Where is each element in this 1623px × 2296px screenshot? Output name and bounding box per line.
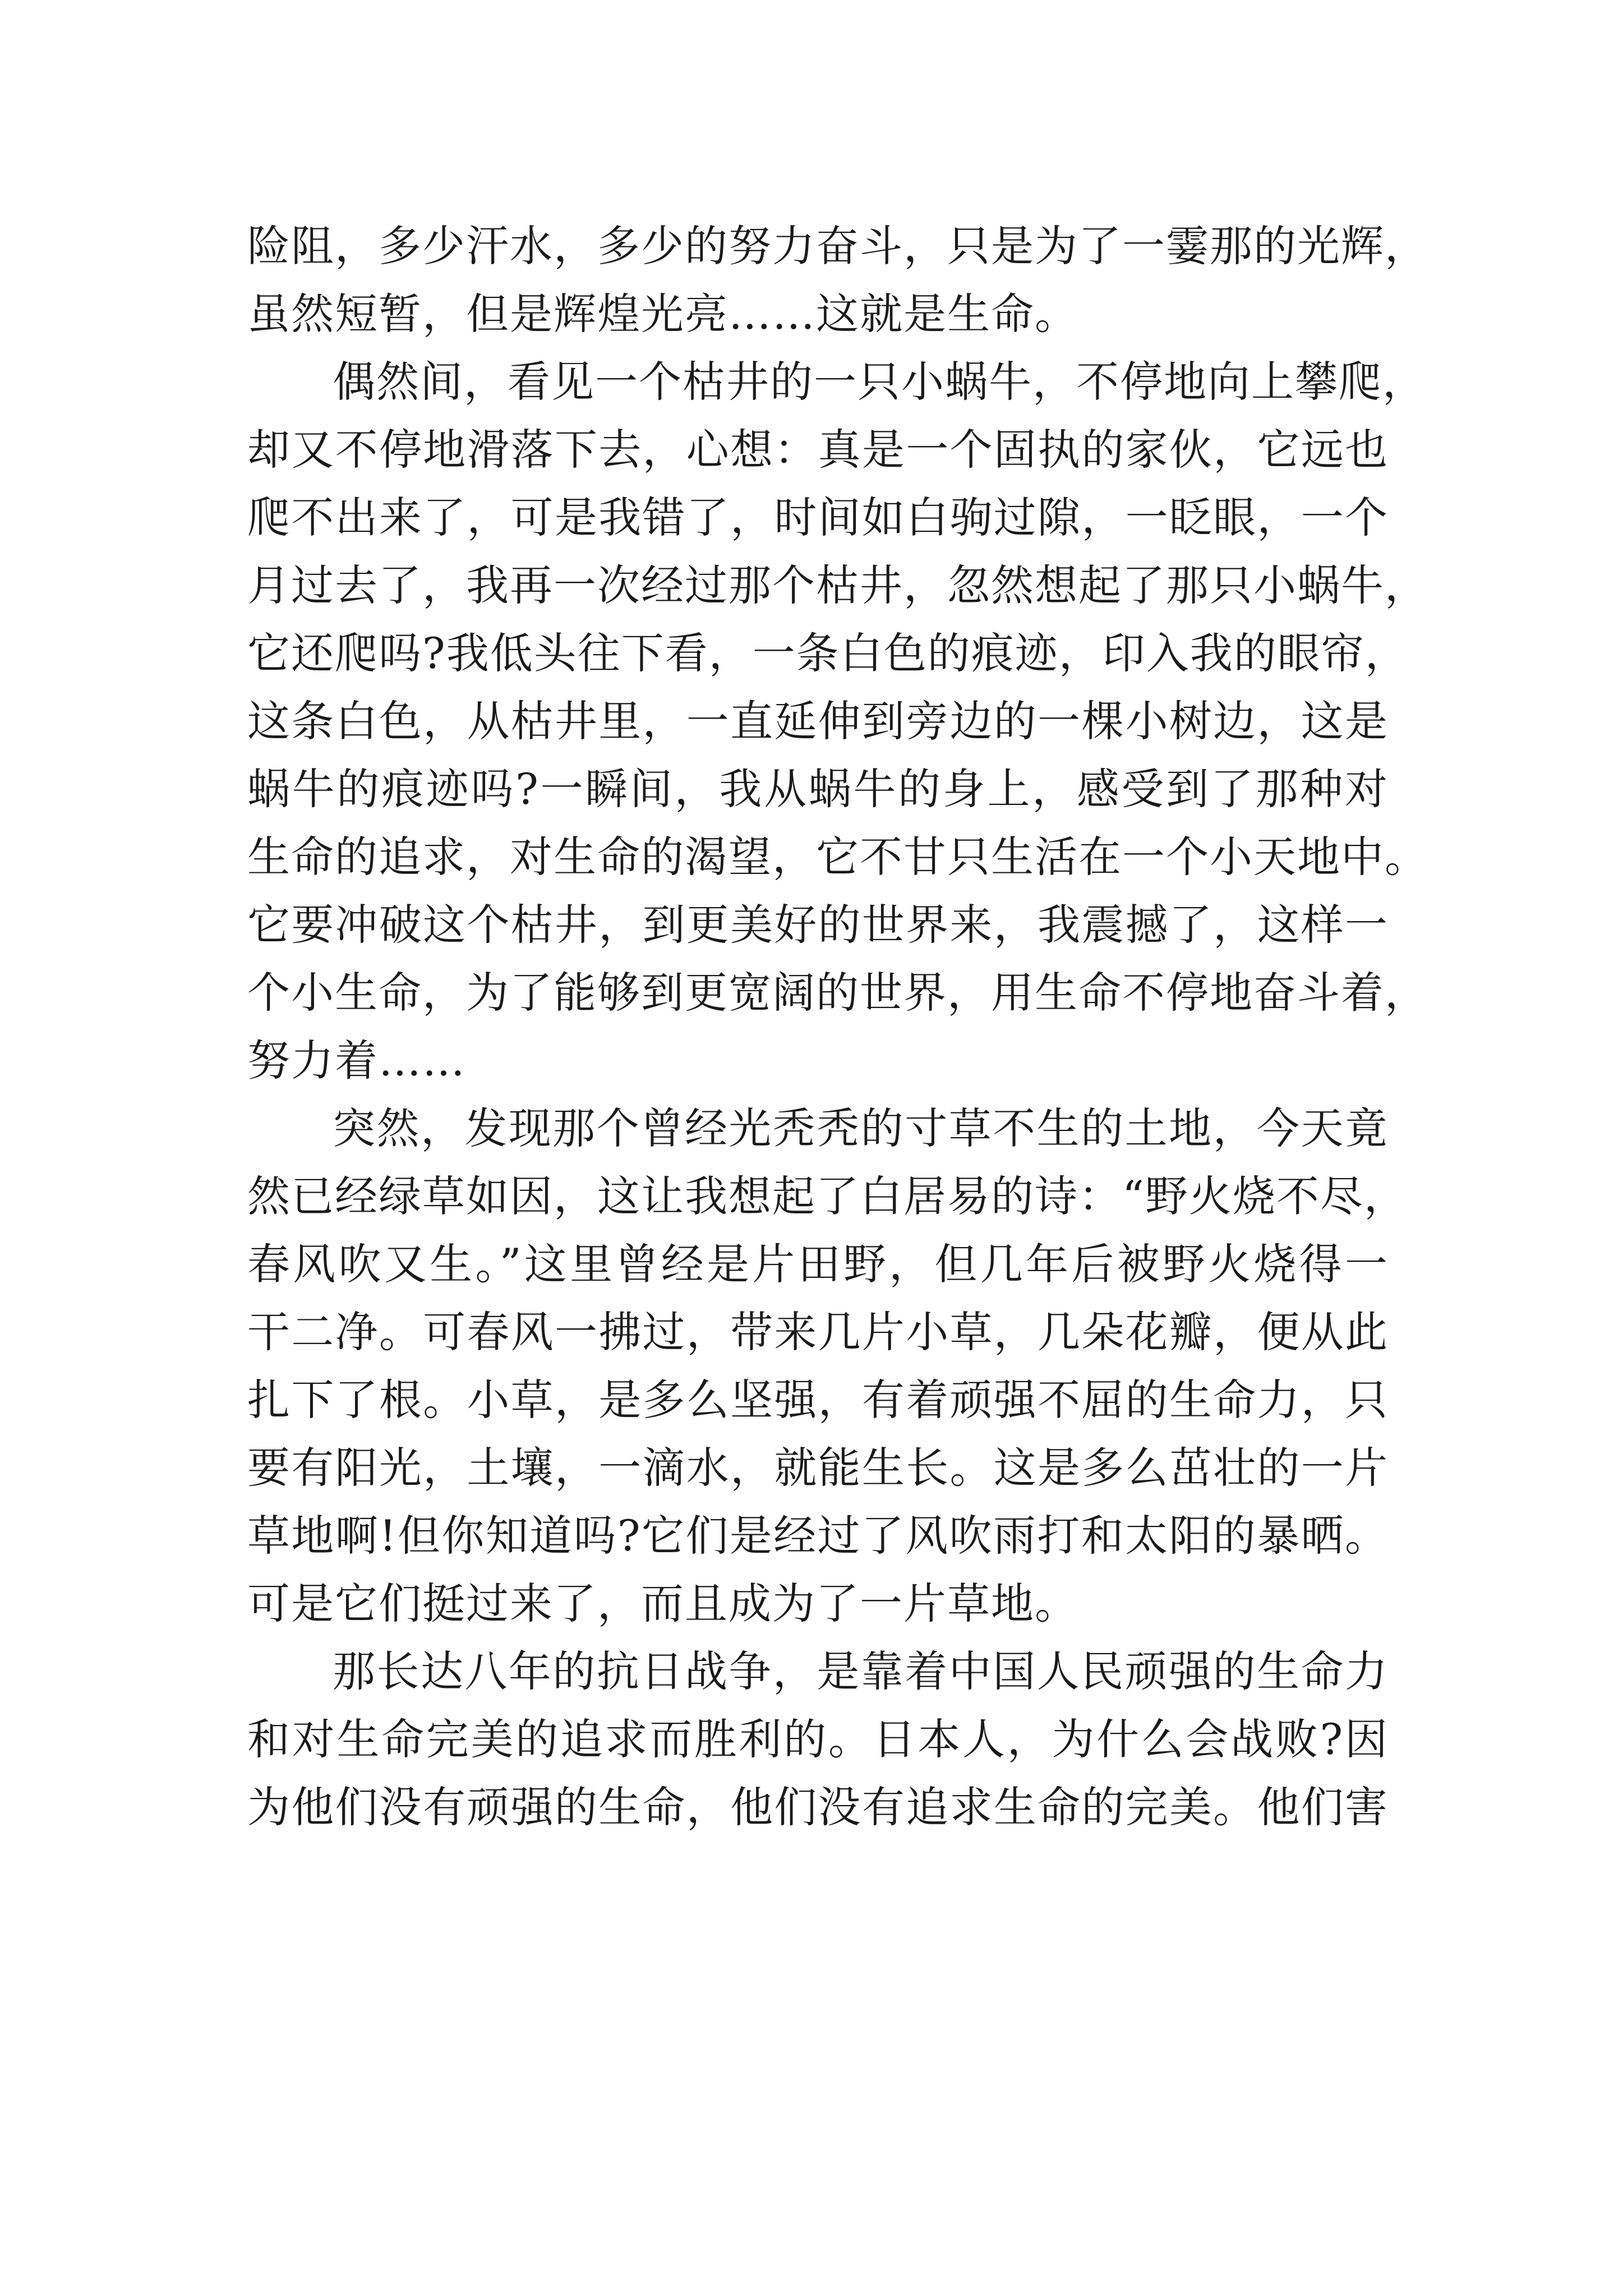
text-line: 偶然间，看见一个枯井的一只小蜗牛，不停地向上攀爬， (333, 357, 1426, 407)
text-line: 干二净。可春风一拂过，带来几片小草，几朵花瓣，便从此 (247, 1307, 1389, 1357)
text-line: 草地啊!但你知道吗?它们是经过了风吹雨打和太阳的暴晒。 (247, 1511, 1389, 1561)
text-line: 生命的追求，对生命的渴望，它不甘只生活在一个小天地中。 (247, 832, 1428, 882)
text-line: 这条白色，从枯井里，一直延伸到旁边的一棵小树边，这是 (247, 696, 1389, 746)
text-line: 为他们没有顽强的生命，他们没有追求生命的完美。他们害 (247, 1782, 1389, 1832)
body-text (247, 212, 1428, 1841)
text-line: 突然，发现那个曾经光秃秃的寸草不生的土地，今天竟 (333, 1103, 1389, 1153)
text-line: 扎下了根。小草，是多么坚强，有着顽强不屈的生命力，只 (247, 1375, 1389, 1425)
text-line: 险阻，多少汗水，多少的努力奋斗，只是为了一霎那的光辉， (247, 221, 1428, 271)
paragraph-4 (247, 1637, 1389, 1841)
text-line: 春风吹又生。”这里曾经是片田野，但几年后被野火烧得一 (247, 1239, 1389, 1289)
text-line: 然已经绿草如因，这让我想起了白居易的诗：“野火烧不尽， (247, 1171, 1408, 1221)
text-line: 月过去了，我再一次经过那个枯井，忽然想起了那只小蜗牛， (247, 560, 1428, 610)
text-line: 个小生命，为了能够到更宽阔的世界，用生命不停地奋斗着， (247, 968, 1428, 1018)
text-line: 它要冲破这个枯井，到更美好的世界来，我震撼了，这样一 (247, 900, 1389, 950)
text-line: 蜗牛的痕迹吗?一瞬间，我从蜗牛的身上，感受到了那种对 (247, 764, 1389, 814)
text-line: 爬不出来了，可是我错了，时间如白驹过隙，一眨眼，一个 (247, 493, 1389, 542)
paragraph-1 (247, 212, 1428, 348)
text-line: 和对生命完美的追求而胜利的。日本人，为什么会战败?因 (247, 1714, 1389, 1764)
paragraph-3 (247, 1094, 1408, 1637)
text-line: 却又不停地滑落下去，心想：真是一个固执的家伙，它远也 (247, 425, 1389, 475)
text-line: 努力着…… (247, 1036, 466, 1085)
text-line: 要有阳光，土壤，一滴水，就能生长。这是多么茁壮的一片 (247, 1443, 1389, 1493)
text-line: 虽然短暂，但是辉煌光亮……这就是生命。 (247, 289, 1078, 339)
paragraph-2 (247, 348, 1428, 1094)
text-line: 它还爬吗?我低头往下看，一条白色的痕迹，印入我的眼帘， (247, 628, 1409, 678)
text-line: 可是它们挺过来了，而且成为了一片草地。 (247, 1579, 1078, 1628)
text-line: 那长达八年的抗日战争，是靠着中国人民顽强的生命力 (333, 1646, 1389, 1696)
